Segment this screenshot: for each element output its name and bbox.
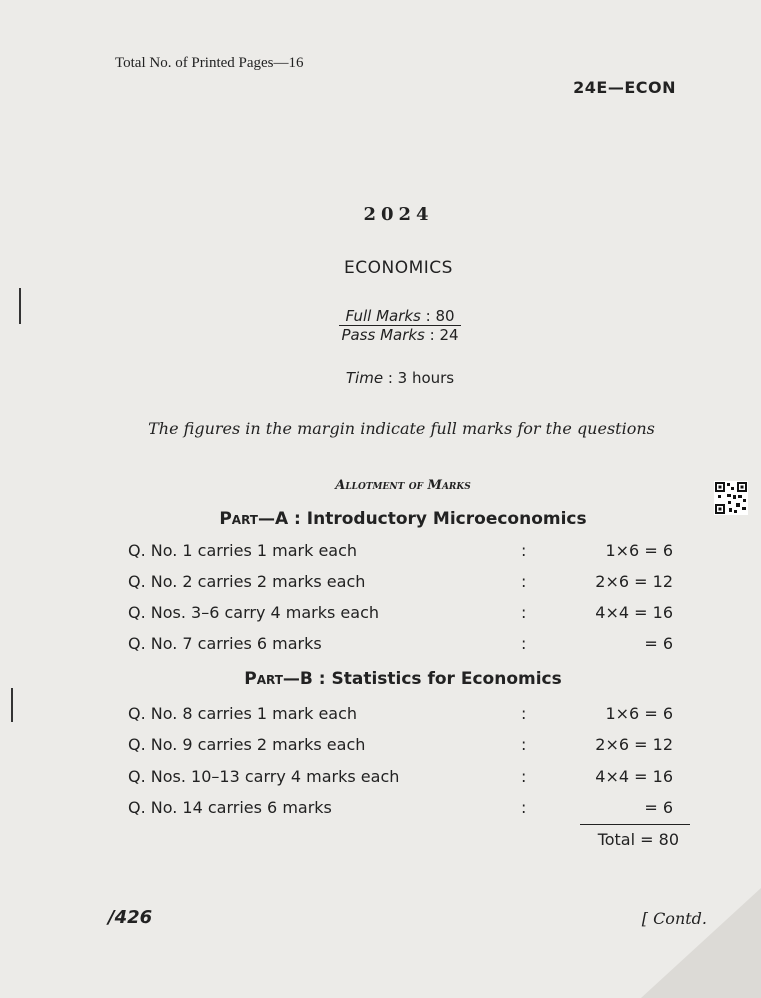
exam-year: 2024 bbox=[363, 204, 434, 225]
margin-mark bbox=[11, 688, 13, 722]
question-text: Q. No. 8 carries 1 mark each bbox=[128, 704, 358, 723]
table-row bbox=[128, 603, 673, 625]
time-value: 3 hours bbox=[397, 369, 455, 387]
total-pages-label: Total No. of Printed Pages—16 bbox=[115, 55, 304, 71]
marks-calc: = 6 bbox=[644, 634, 673, 653]
table-row bbox=[128, 541, 673, 563]
question-text: Q. Nos. 10–13 carry 4 marks each bbox=[128, 767, 400, 786]
pass-marks-value: 24 bbox=[439, 326, 459, 344]
marks-calc: = 6 bbox=[644, 798, 673, 817]
table-row bbox=[128, 735, 673, 757]
table-row bbox=[128, 572, 673, 594]
table-row bbox=[128, 634, 673, 656]
separator: : bbox=[521, 541, 527, 560]
separator: : bbox=[521, 767, 527, 786]
question-text: Q. No. 7 carries 6 marks bbox=[128, 634, 322, 653]
total-rule bbox=[580, 824, 690, 825]
allotment-heading: Allotment of Marks bbox=[335, 478, 471, 493]
marks-calc: 1×6 = 6 bbox=[605, 704, 673, 723]
pass-marks-label: Pass Marks bbox=[341, 326, 425, 344]
part-b-title: Statistics for Economics bbox=[331, 669, 562, 689]
question-text: Q. Nos. 3–6 carry 4 marks each bbox=[128, 603, 380, 622]
footer-code: /426 bbox=[108, 907, 153, 928]
part-a-tag: Part—A bbox=[219, 509, 289, 529]
part-a-title: Introductory Microeconomics bbox=[306, 509, 587, 529]
marks-calc: 2×6 = 12 bbox=[595, 572, 673, 591]
marks-calc: 1×6 = 6 bbox=[605, 541, 673, 560]
total-marks: Total = 80 bbox=[597, 830, 679, 849]
full-marks-value: 80 bbox=[435, 307, 455, 325]
instruction-text: The figures in the margin indicate full marks for the questions bbox=[148, 419, 655, 438]
time-allowed: Time : 3 hours bbox=[345, 369, 455, 387]
table-row bbox=[128, 767, 673, 789]
question-text: Q. No. 1 carries 1 mark each bbox=[128, 541, 358, 560]
margin-mark bbox=[19, 288, 21, 324]
separator: : bbox=[521, 572, 527, 591]
separator: : bbox=[521, 798, 527, 817]
part-b-heading: Part—B : Statistics for Economics bbox=[244, 669, 562, 689]
marks-calc: 2×6 = 12 bbox=[595, 735, 673, 754]
table-row bbox=[128, 704, 673, 726]
full-marks-label: Full Marks bbox=[345, 307, 421, 325]
marks-calc: 4×4 = 16 bbox=[595, 767, 673, 786]
page-corner-shadow bbox=[641, 888, 761, 998]
table-row bbox=[128, 798, 673, 820]
part-b-tag: Part—B bbox=[244, 669, 313, 689]
time-label: Time bbox=[345, 369, 384, 387]
qr-code-icon bbox=[714, 481, 748, 515]
part-a-heading: Part—A : Introductory Microeconomics bbox=[219, 509, 587, 529]
question-text: Q. No. 9 carries 2 marks each bbox=[128, 735, 366, 754]
full-marks: Full Marks : 80 bbox=[339, 307, 460, 326]
subject-title: ECONOMICS bbox=[344, 258, 453, 278]
separator: : bbox=[521, 634, 527, 653]
question-text: Q. No. 14 carries 6 marks bbox=[128, 798, 332, 817]
marks-block bbox=[0, 307, 761, 344]
separator: : bbox=[521, 603, 527, 622]
question-text: Q. No. 2 carries 2 marks each bbox=[128, 572, 366, 591]
paper-code: 24E—ECON bbox=[573, 78, 676, 97]
pass-marks: Pass Marks : 24 bbox=[341, 326, 459, 344]
separator: : bbox=[521, 735, 527, 754]
separator: : bbox=[521, 704, 527, 723]
contd-label: [ Contd. bbox=[641, 909, 707, 928]
marks-calc: 4×4 = 16 bbox=[595, 603, 673, 622]
